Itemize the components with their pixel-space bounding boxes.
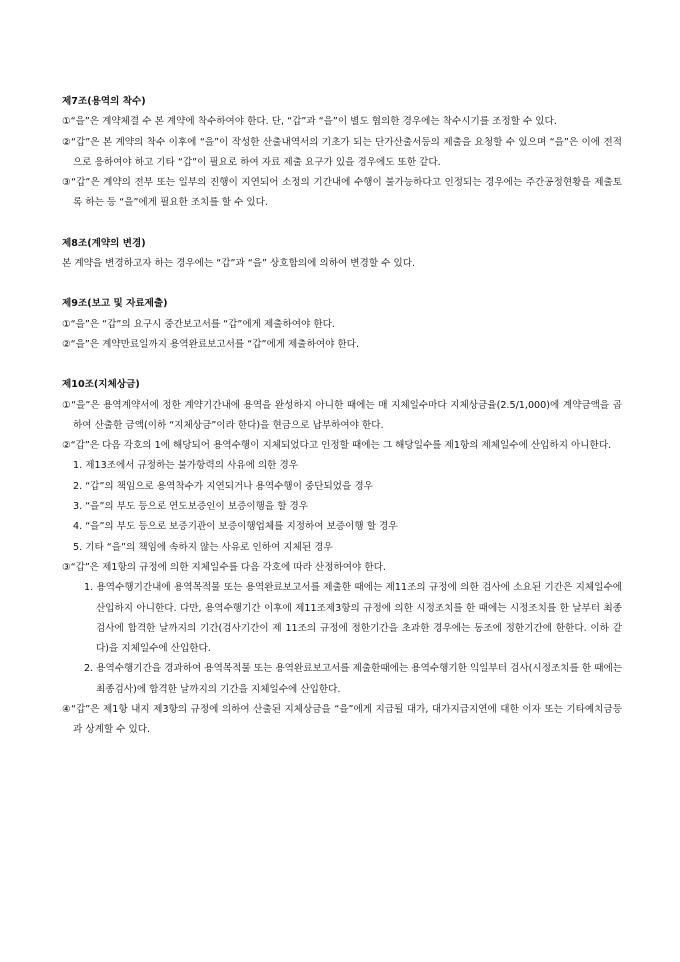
paragraph: ①“을”은 “갑”의 요구시 중간보고서를 “갑”에게 제출하여야 한다. [62, 318, 335, 330]
article-10 [62, 375, 622, 740]
article-8 [62, 234, 622, 275]
article-title: 제7조(용역의 착수) [62, 96, 146, 107]
list-item: 1. 제13조에서 규정하는 불가항력의 사유에 의한 경우 [73, 460, 299, 472]
paragraph: ③“갑”은 계약의 전부 또는 일부의 진행이 지연되어 소정의 기간내에 수행이 불가능하다고 인정되는 경우에는 주간공정현황을 제출토록 하는 등 “을”에게 필요한 조치를 할 수 있다. [62, 177, 622, 209]
list-item: 4. “을”의 부도 등으로 보증기관이 보증이행업체를 지정하여 보증이행 할 경우 [73, 521, 398, 533]
paragraph: 본 계약을 변경하고자 하는 경우에는 “갑”과 “을” 상호합의에 의하여 변경할 수 있다. [62, 258, 416, 270]
paragraph: ①“을”은 계약체결 수 본 계약에 착수하여야 한다. 단, “갑”과 “을”이 별도 협의한 경우에는 착수시기를 조정할 수 있다. [62, 116, 557, 128]
list-item: 2. “갑”의 책임으로 용역착수가 지연되거나 용역수행이 중단되었을 경우 [73, 480, 373, 492]
list-item: 1. 용역수행기간내에 용역목적물 또는 용역완료보고서를 제출한 때에는 제11조의 규정에 의한 검사에 소요된 기간은 지체일수에 산입하지 아니한다. 다만, 용역수행기간 이후에 제11조제3항의 규정에 의한 시정조치를 한 때에는 시정조치를 한 날부터 최종검사에 합격한 날까지의 기간(검사기간이 제 11조의 규정에 정한기간을 초과한 경우에는 동조에 정한기간에 한한다. 이하 같다)을 지체일수에 산입한다. [84, 582, 622, 655]
contract-document [62, 92, 622, 741]
article-9 [62, 294, 622, 355]
article-title: 제8조(계약의 변경) [62, 237, 146, 249]
article-7 [62, 92, 622, 214]
paragraph: ③“갑”은 제1항의 규정에 의한 지체일수를 다음 각호에 따라 산정하여야 한다. [62, 561, 386, 573]
article-title: 제10조(지체상금) [62, 379, 140, 391]
list-item: 3. “을”의 부도 등으로 연도보증인이 보증이행을 할 경우 [73, 501, 309, 513]
article-title: 제9조(보고 및 자료제출) [62, 298, 168, 310]
list-item: 2. 용역수행기간을 경과하여 용역목적물 또는 용역완료보고서를 제출한때에는 용역수행기한 익일부터 검사(시정조치를 한 때에는 최종검사)에 합격한 날까지의 기간을 지체일수에 산입한다. [84, 663, 622, 695]
paragraph: ②“갑”은 다음 각호의 1에 해당되어 용역수행이 지체되었다고 인정할 때에는 그 해당일수를 제1항의 제체일수에 산입하지 아니한다. [62, 440, 612, 452]
paragraph: ④“갑”은 제1항 내지 제3항의 규정에 의하여 산출된 지체상금을 “을”에게 지급될 대가, 대가지급지연에 대한 이자 또는 기타예치금등과 상계할 수 있다. [62, 704, 622, 736]
paragraph: ①“을”은 용역계약서에 정한 계약기간내에 용역을 완성하지 아니한 때에는 매 지체일수마다 지체상금율(2.5/1,000)에 계약금액을 곱하여 산출한 금액(이하 “지체상금”이라 한다)을 현금으로 납부하여야 한다. [62, 399, 622, 431]
paragraph: ②“을”은 계약만료일까지 용역완료보고서를 “갑”에게 제출하여야 한다. [62, 338, 360, 350]
paragraph: ②“갑”은 본 계약의 착수 이후에 “을”이 작성한 산출내역서의 기초가 되는 단가산출서등의 제출을 요청할 수 있으며 “을”은 이에 전적으로 응하여야 하고 기타 “갑”이 필요로 하여 자료 제출 요구가 있을 경우에도 또한 같다. [62, 136, 622, 168]
list-item: 5. 기타 “을”의 책임에 속하지 않는 사유로 인하여 지체된 경우 [73, 541, 333, 553]
